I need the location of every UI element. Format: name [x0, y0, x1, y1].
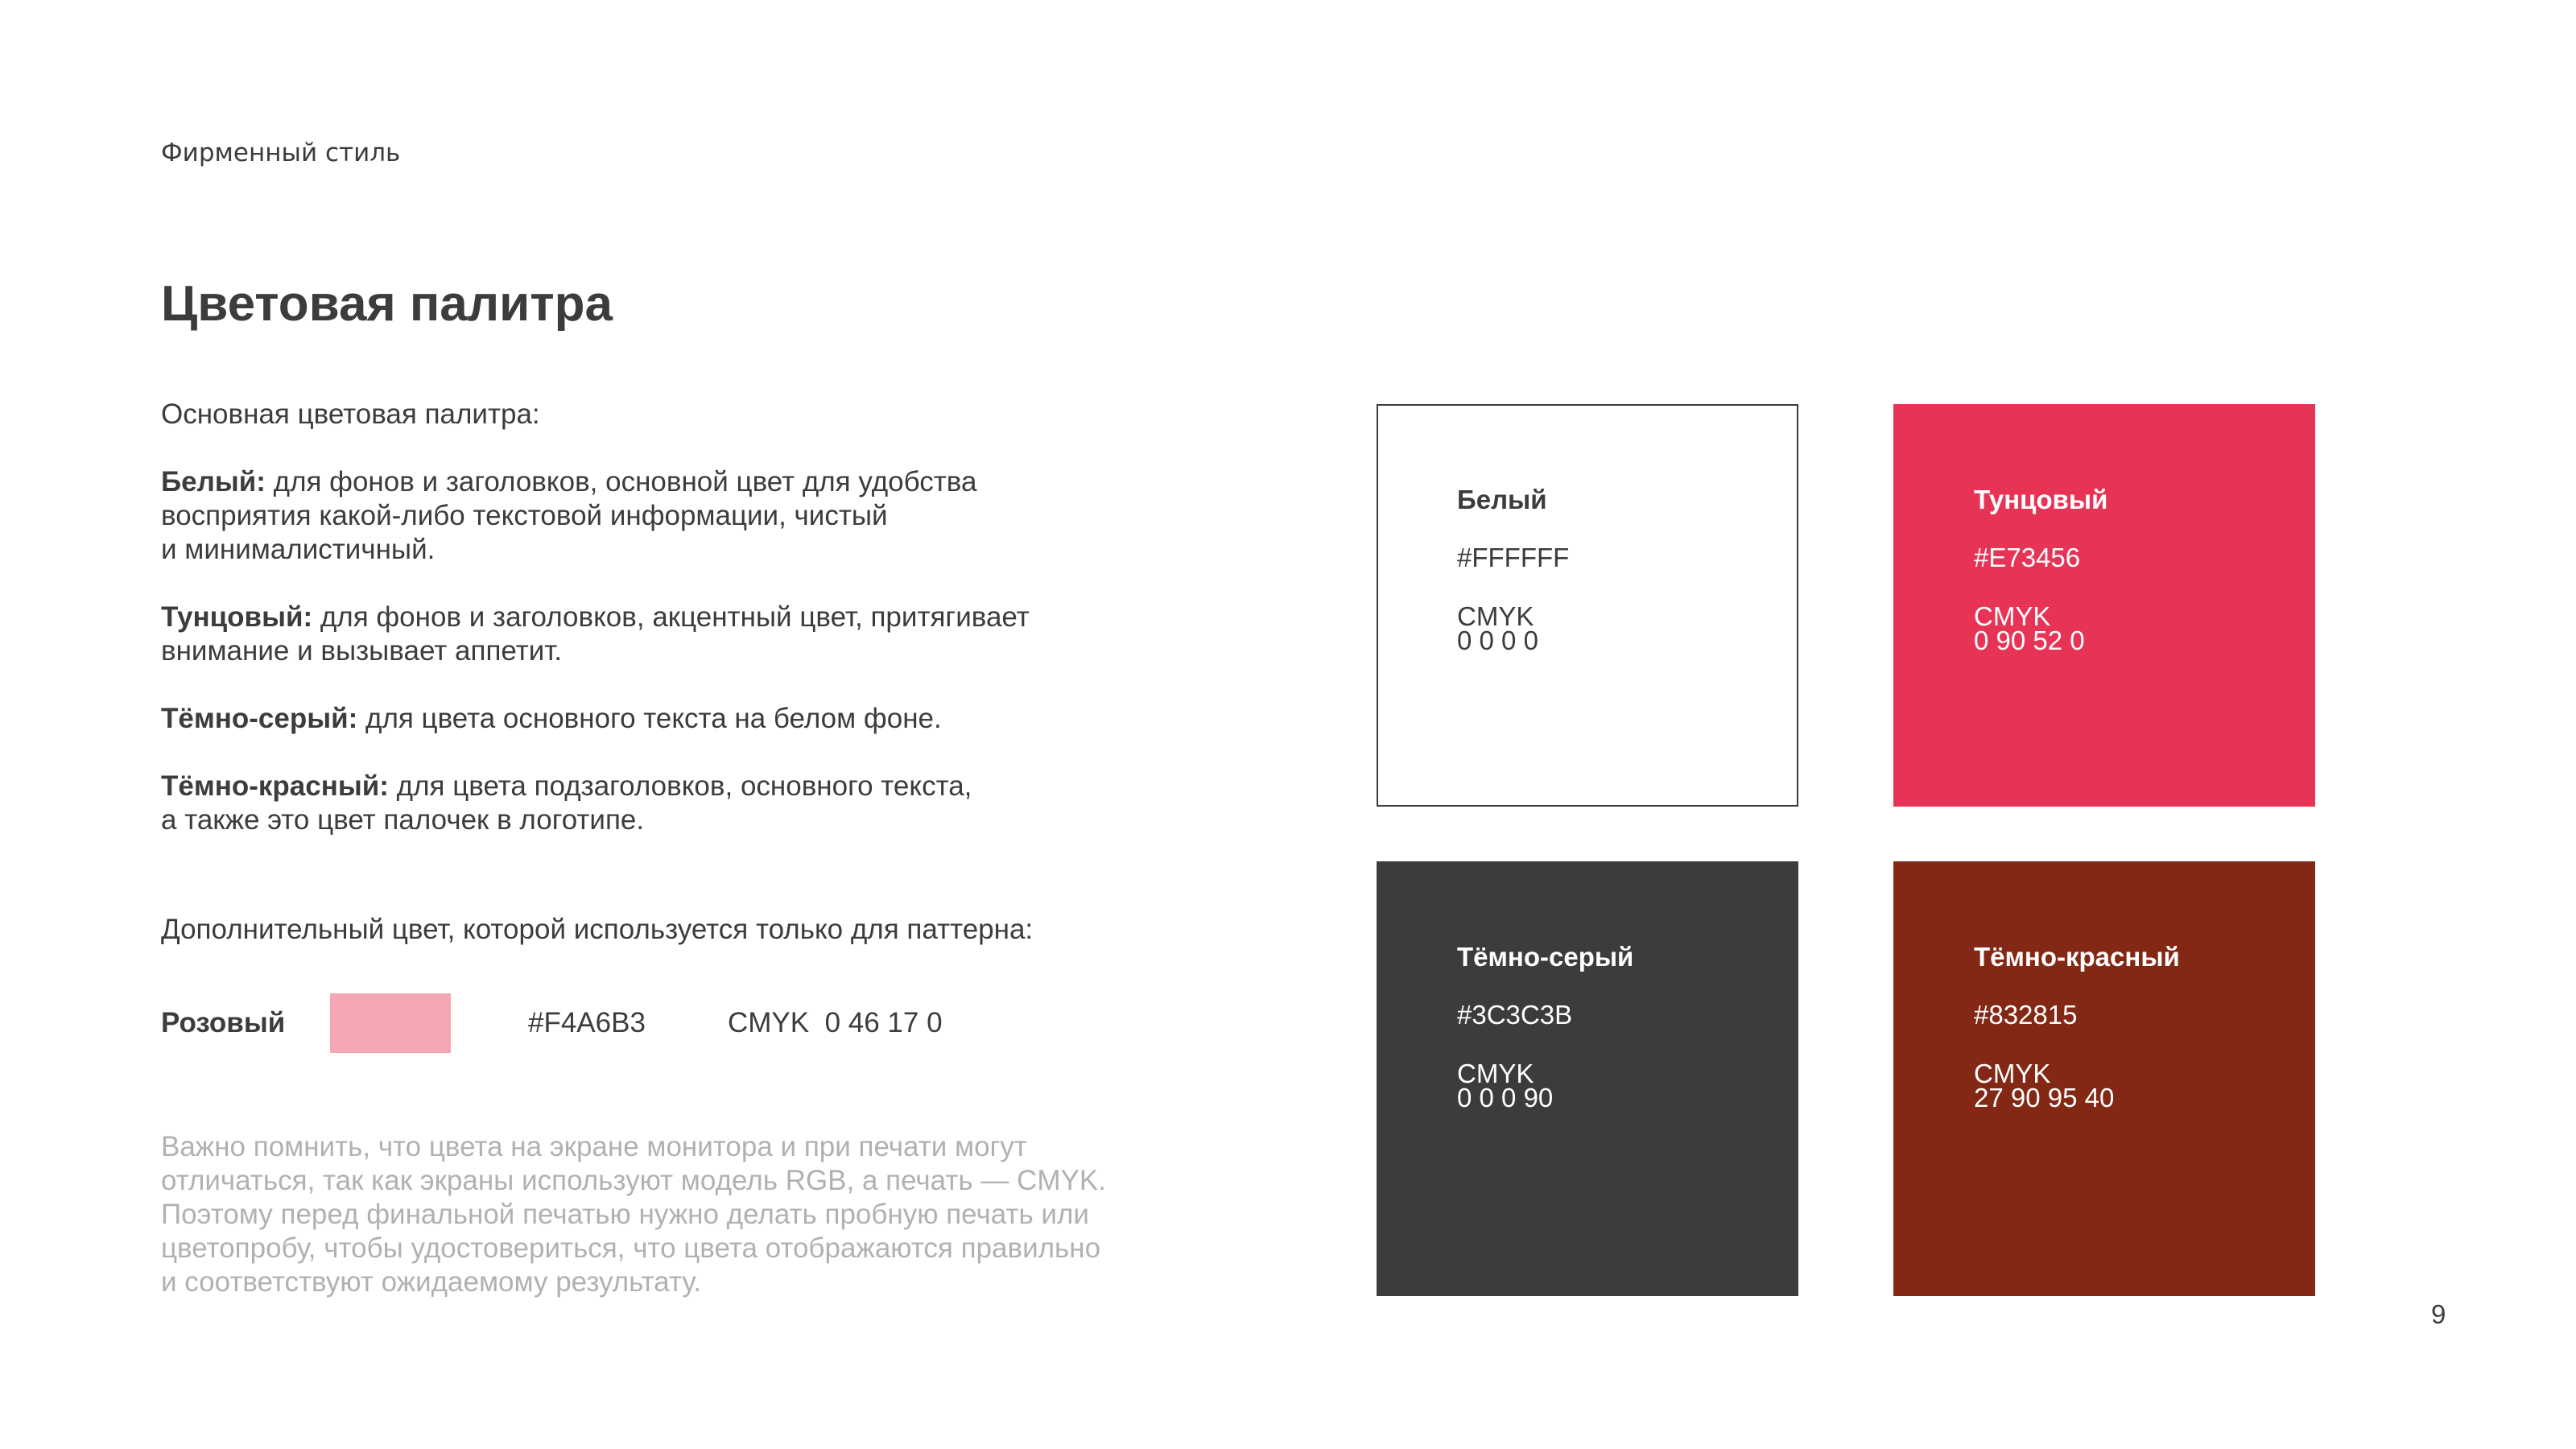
swatch-hex: #3C3C3B — [1457, 1000, 1573, 1030]
note-line: цветопробу, чтобы удостовериться, что цвета отображаются правильно — [161, 1232, 1101, 1264]
swatch-cmyk-value: 27 90 95 40 — [1974, 1083, 2115, 1113]
note-line: отличаться, так как экраны используют модель RGB, а печать — CMYK. — [161, 1165, 1106, 1196]
print-note — [161, 1130, 1175, 1299]
extra-color-name: Розовый — [161, 1007, 286, 1038]
term-darkgray: Тёмно-серый: — [161, 703, 358, 734]
desc-white-line3: и минималистичный. — [161, 534, 436, 565]
extra-color-row — [161, 990, 1127, 1051]
swatch-darkgray — [1377, 861, 1798, 1296]
swatch-cmyk-label: CMYK — [1457, 601, 1534, 631]
swatch-white — [1377, 404, 1798, 807]
palette-intro: Основная цветовая палитра: — [161, 398, 540, 430]
palette-description-white — [161, 465, 1175, 567]
section-label: Фирменный стиль — [161, 138, 401, 167]
desc-tuna-line1: для фонов и заголовков, акцентный цвет, притягивает — [312, 601, 1030, 633]
desc-white-line2: восприятия какой-либо текстовой информации, чистый — [161, 500, 888, 531]
swatch-name: Тёмно-красный — [1974, 942, 2180, 972]
swatch-tuna — [1893, 404, 2315, 807]
desc-darkred-line2: а также это цвет палочек в логотипе. — [161, 804, 645, 836]
palette-description-darkred — [161, 770, 1175, 837]
swatch-darkred — [1893, 861, 2315, 1296]
palette-description-tuna — [161, 601, 1175, 668]
desc-darkred-line1: для цвета подзаголовков, основного текста, — [388, 770, 972, 802]
swatch-hex: #832815 — [1974, 1000, 2078, 1030]
page-number: 9 — [2431, 1299, 2446, 1329]
swatch-cmyk-value: 0 0 0 90 — [1457, 1083, 1554, 1113]
extra-color-swatch — [330, 993, 451, 1053]
term-white: Белый: — [161, 466, 266, 497]
desc-tuna-line2: внимание и вызывает аппетит. — [161, 635, 563, 667]
desc-darkgray-line1: для цвета основного текста на белом фоне. — [357, 703, 942, 734]
palette-description-darkgray — [161, 702, 1175, 736]
swatch-cmyk-value: 0 0 0 0 — [1457, 625, 1538, 655]
swatch-name: Тунцовый — [1974, 485, 2108, 514]
extra-color-intro: Дополнительный цвет, которой используется только для паттерна: — [161, 914, 1034, 945]
note-line: Важно помнить, что цвета на экране монитора и при печати могут — [161, 1131, 1027, 1162]
term-darkred: Тёмно-красный: — [161, 770, 389, 802]
swatch-hex: #FFFFFF — [1457, 543, 1570, 572]
desc-white-line1: для фонов и заголовков, основной цвет для удобства — [265, 466, 977, 497]
swatch-hex: #E73456 — [1974, 543, 2081, 572]
swatch-cmyk-label: CMYK — [1457, 1059, 1534, 1088]
term-tuna: Тунцовый: — [161, 601, 313, 633]
note-line: Поэтому перед финальной печатью нужно делать пробную печать или — [161, 1199, 1089, 1230]
page-title: Цветовая палитра — [161, 276, 613, 332]
extra-color-cmyk: CMYK 0 46 17 0 — [728, 1007, 943, 1038]
note-line: и соответствуют ожидаемому результату. — [161, 1266, 702, 1298]
swatch-name: Белый — [1457, 485, 1547, 514]
swatch-cmyk-label: CMYK — [1974, 601, 2051, 631]
swatch-cmyk-value: 0 90 52 0 — [1974, 625, 2085, 655]
swatch-name: Тёмно-серый — [1457, 942, 1634, 972]
swatch-cmyk-label: CMYK — [1974, 1059, 2051, 1088]
extra-color-hex: #F4A6B3 — [528, 1007, 646, 1038]
